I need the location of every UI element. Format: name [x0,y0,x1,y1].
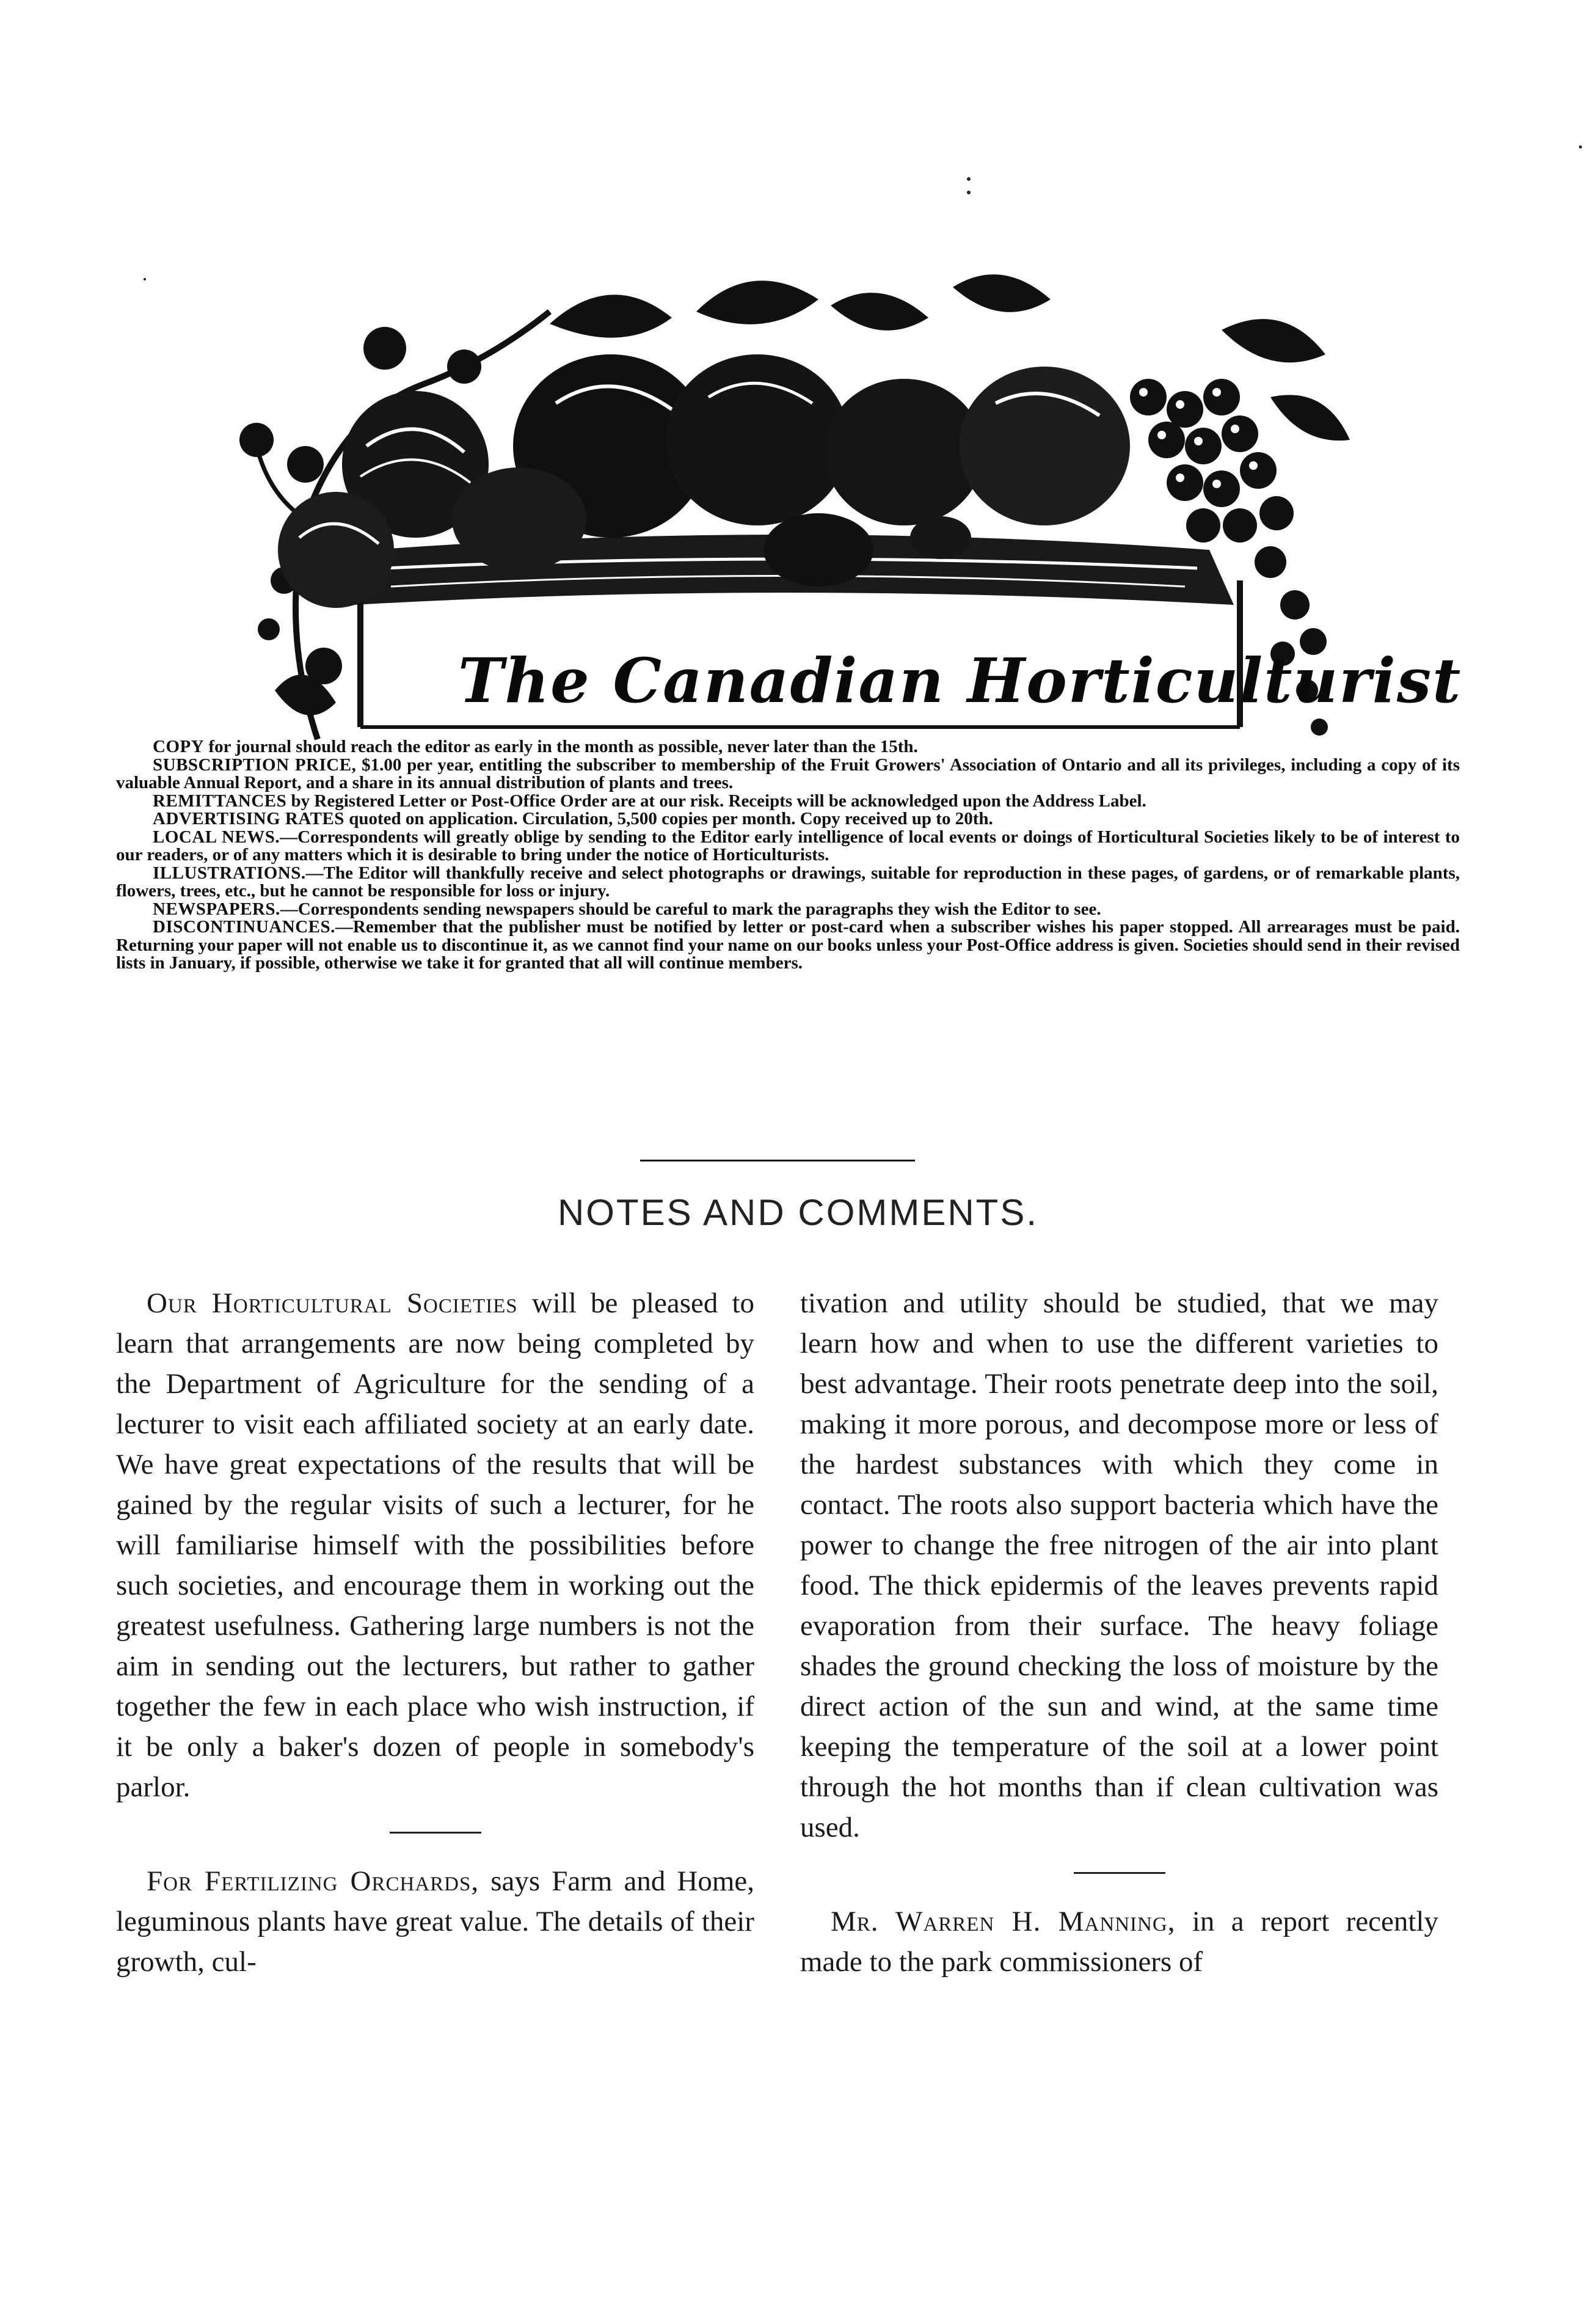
paragraph-warren-manning: Mr. Warren H. Manning, in a report recently made to the park commissioners of [800,1906,1438,1978]
section-title: NOTES AND COMMENTS. [557,1192,1039,1233]
scan-speck [144,278,146,280]
scan-speck [967,177,971,181]
publisher-notices [116,738,1460,973]
section-divider [640,1160,915,1161]
notice-copy: COPY for journal should reach the editor as early in the month as possible, never later than the 15th. [153,737,918,756]
left-column [116,1283,754,1982]
notice-newspapers: NEWSPAPERS.—Correspondents sending newspapers should be careful to mark the paragraphs they wish the Editor to see. [153,899,1101,919]
notice-subscription-price: SUBSCRIPTION PRICE, $1.00 per year, entitling the subscriber to membership of the Fruit Growers' Association of Ontario and all its privileges, including a copy of its valuable Annual Report, and a share in its annual distribution of plants and trees. [116,755,1460,792]
notice-illustrations: ILLUSTRATIONS.—The Editor will thankfully receive and select photographs or drawings, suitable for reproduction in these pages, of gardens, or of remarkable plants, flowers, trees, etc., but he cannot be responsible for loss or injury. [116,863,1460,901]
masthead-illustration [232,263,1462,745]
notice-remittances: REMITTANCES by Registered Letter or Post-Office Order are at our risk. Receipts will be acknowledged upon the Address Label. [153,791,1146,811]
paragraph-fertilizing-orchards: For Fertilizing Orchards, says Farm and Home, leguminous plants have great value. The details of their growth, cul- [116,1865,755,1978]
scan-speck [967,191,971,194]
paragraph-divider [390,1832,481,1834]
paragraph-divider [1074,1872,1165,1874]
paragraph-horticultural-societies: Our Horticultural Societies will be pleased to learn that arrangements are now being completed by the Department of Agriculture for the sending of a lecturer to visit each affiliated society at an early date. We have great expectations of the results that will be gained by the regular visits of such a lecturer, for he will familiarise himself with the possibilities before such societies, and encourage them in working out the greatest usefulness. Gathering large numbers is not the aim in sending out the lecturers, but rather to gather together the few in each place who wish instruction, if it be only a baker's dozen of people in somebody's parlor. [116,1287,755,1803]
paragraph-lead: Mr. Warren H. Manning, [831,1906,1176,1937]
masthead-title: The Canadian Horticulturist [458,645,1462,717]
paragraph-leguminous-plants-continued: tivation and utility should be studied, that we may learn how and when to use the different varieties to best advantage. Their roots penetrate deep into the soil, making it more porous, and decompose more or less of the hardest substances with which they come in contact. The roots also support bacteria which have the power to change the free nitrogen of the air into plant food. The thick epidermis of the leaves prevents rapid evaporation from their surface. The heavy foliage shades the ground checking the loss of moisture by the direct action of the sun and wind, at the same time keeping the temperature of the soil at a lower point through the hot months than if clean cultivation was used. [800,1287,1438,1843]
notice-local-news: LOCAL NEWS.—Correspondents will greatly oblige by sending to the Editor early intelligence of local events or doings of Horticultural Societies likely to be of interest to our readers, or of any matters which it is desirable to bring under the notice of Horticulturists. [116,827,1460,865]
paragraph-lead: For Fertilizing Orchards, [147,1865,479,1897]
notice-discontinuances: DISCONTINUANCES.—Remember that the publisher must be notified by letter or post-card when a subscriber wishes his paper stopped. All arrearages must be paid. Returning your paper will not enable us to discontinue it, as we cannot find your name on our books unless your Post-Office address is given. Societies should send in their revised lists in January, if possible, otherwise we take it for granted that all will continue members. [116,917,1460,973]
paragraph-lead: Our Horticultural Societies [147,1287,518,1319]
right-column [800,1283,1438,1982]
scan-speck [1579,145,1582,148]
notice-advertising-rates: ADVERTISING RATES quoted on application. Circulation, 5,500 copies per month. Copy received up to 20th. [153,809,993,828]
